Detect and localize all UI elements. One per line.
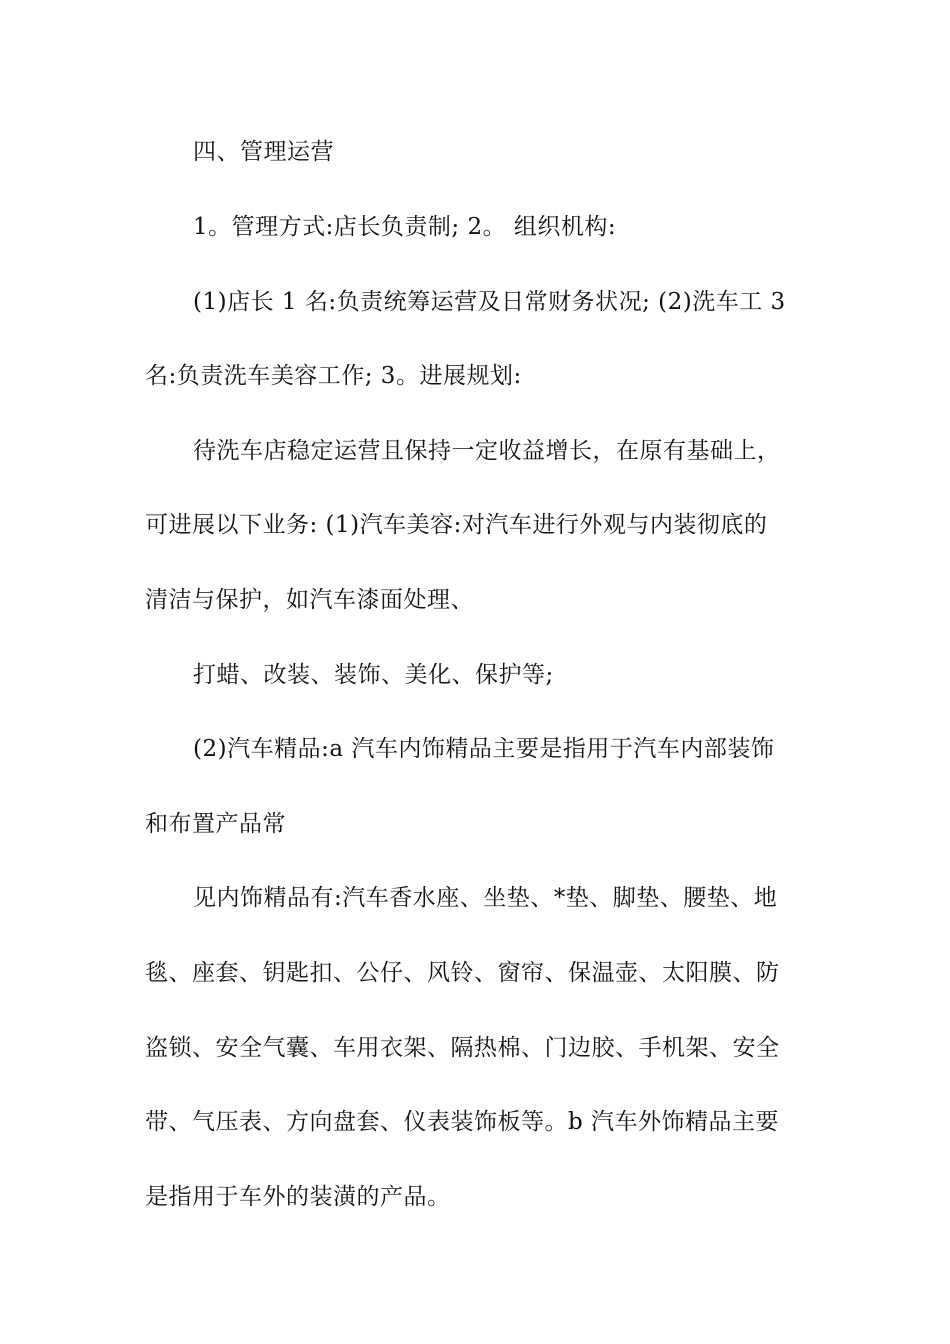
paragraph-line: 可进展以下业务: (1)汽车美容:对汽车进行外观与内装彻底的	[145, 512, 768, 538]
paragraph-line: 待洗车店稳定运营且保持一定收益增长，在原有基础上，	[193, 438, 781, 464]
paragraph-line: 盗锁、安全气囊、车用衣架、隔热棉、门边胶、手机架、安全	[145, 1035, 780, 1061]
paragraph-line: 清洁与保护，如汽车漆面处理、	[145, 587, 474, 613]
paragraph-line: 带、气压表、方向盘套、仪表装饰板等。b 汽车外饰精品主要	[145, 1109, 780, 1135]
paragraph-line: 是指用于车外的装潢的产品。	[145, 1184, 451, 1210]
paragraph-line: 毯、座套、钥匙扣、公仔、风铃、窗帘、保温壶、太阳膜、防	[145, 960, 780, 986]
section-heading: 四、管理运营	[193, 139, 334, 165]
paragraph-line: 见内饰精品有:汽车香水座、坐垫、*垫、脚垫、腰垫、地	[193, 885, 778, 911]
paragraph-line: 打蜡、改装、装饰、美化、保护等;	[193, 662, 554, 688]
paragraph-line: 和布置产品常	[145, 811, 286, 837]
paragraph-line: 名:负责洗车美容工作; 3。进展规划:	[145, 363, 522, 389]
paragraph-line: 1。管理方式:店长负责制; 2。 组织机构:	[193, 214, 617, 240]
paragraph-line: (2)汽车精品:a 汽车内饰精品主要是指用于汽车内部装饰	[193, 736, 775, 762]
paragraph-line: (1)店长 1 名:负责统筹运营及日常财务状况; (2)洗车工 3	[193, 289, 786, 315]
